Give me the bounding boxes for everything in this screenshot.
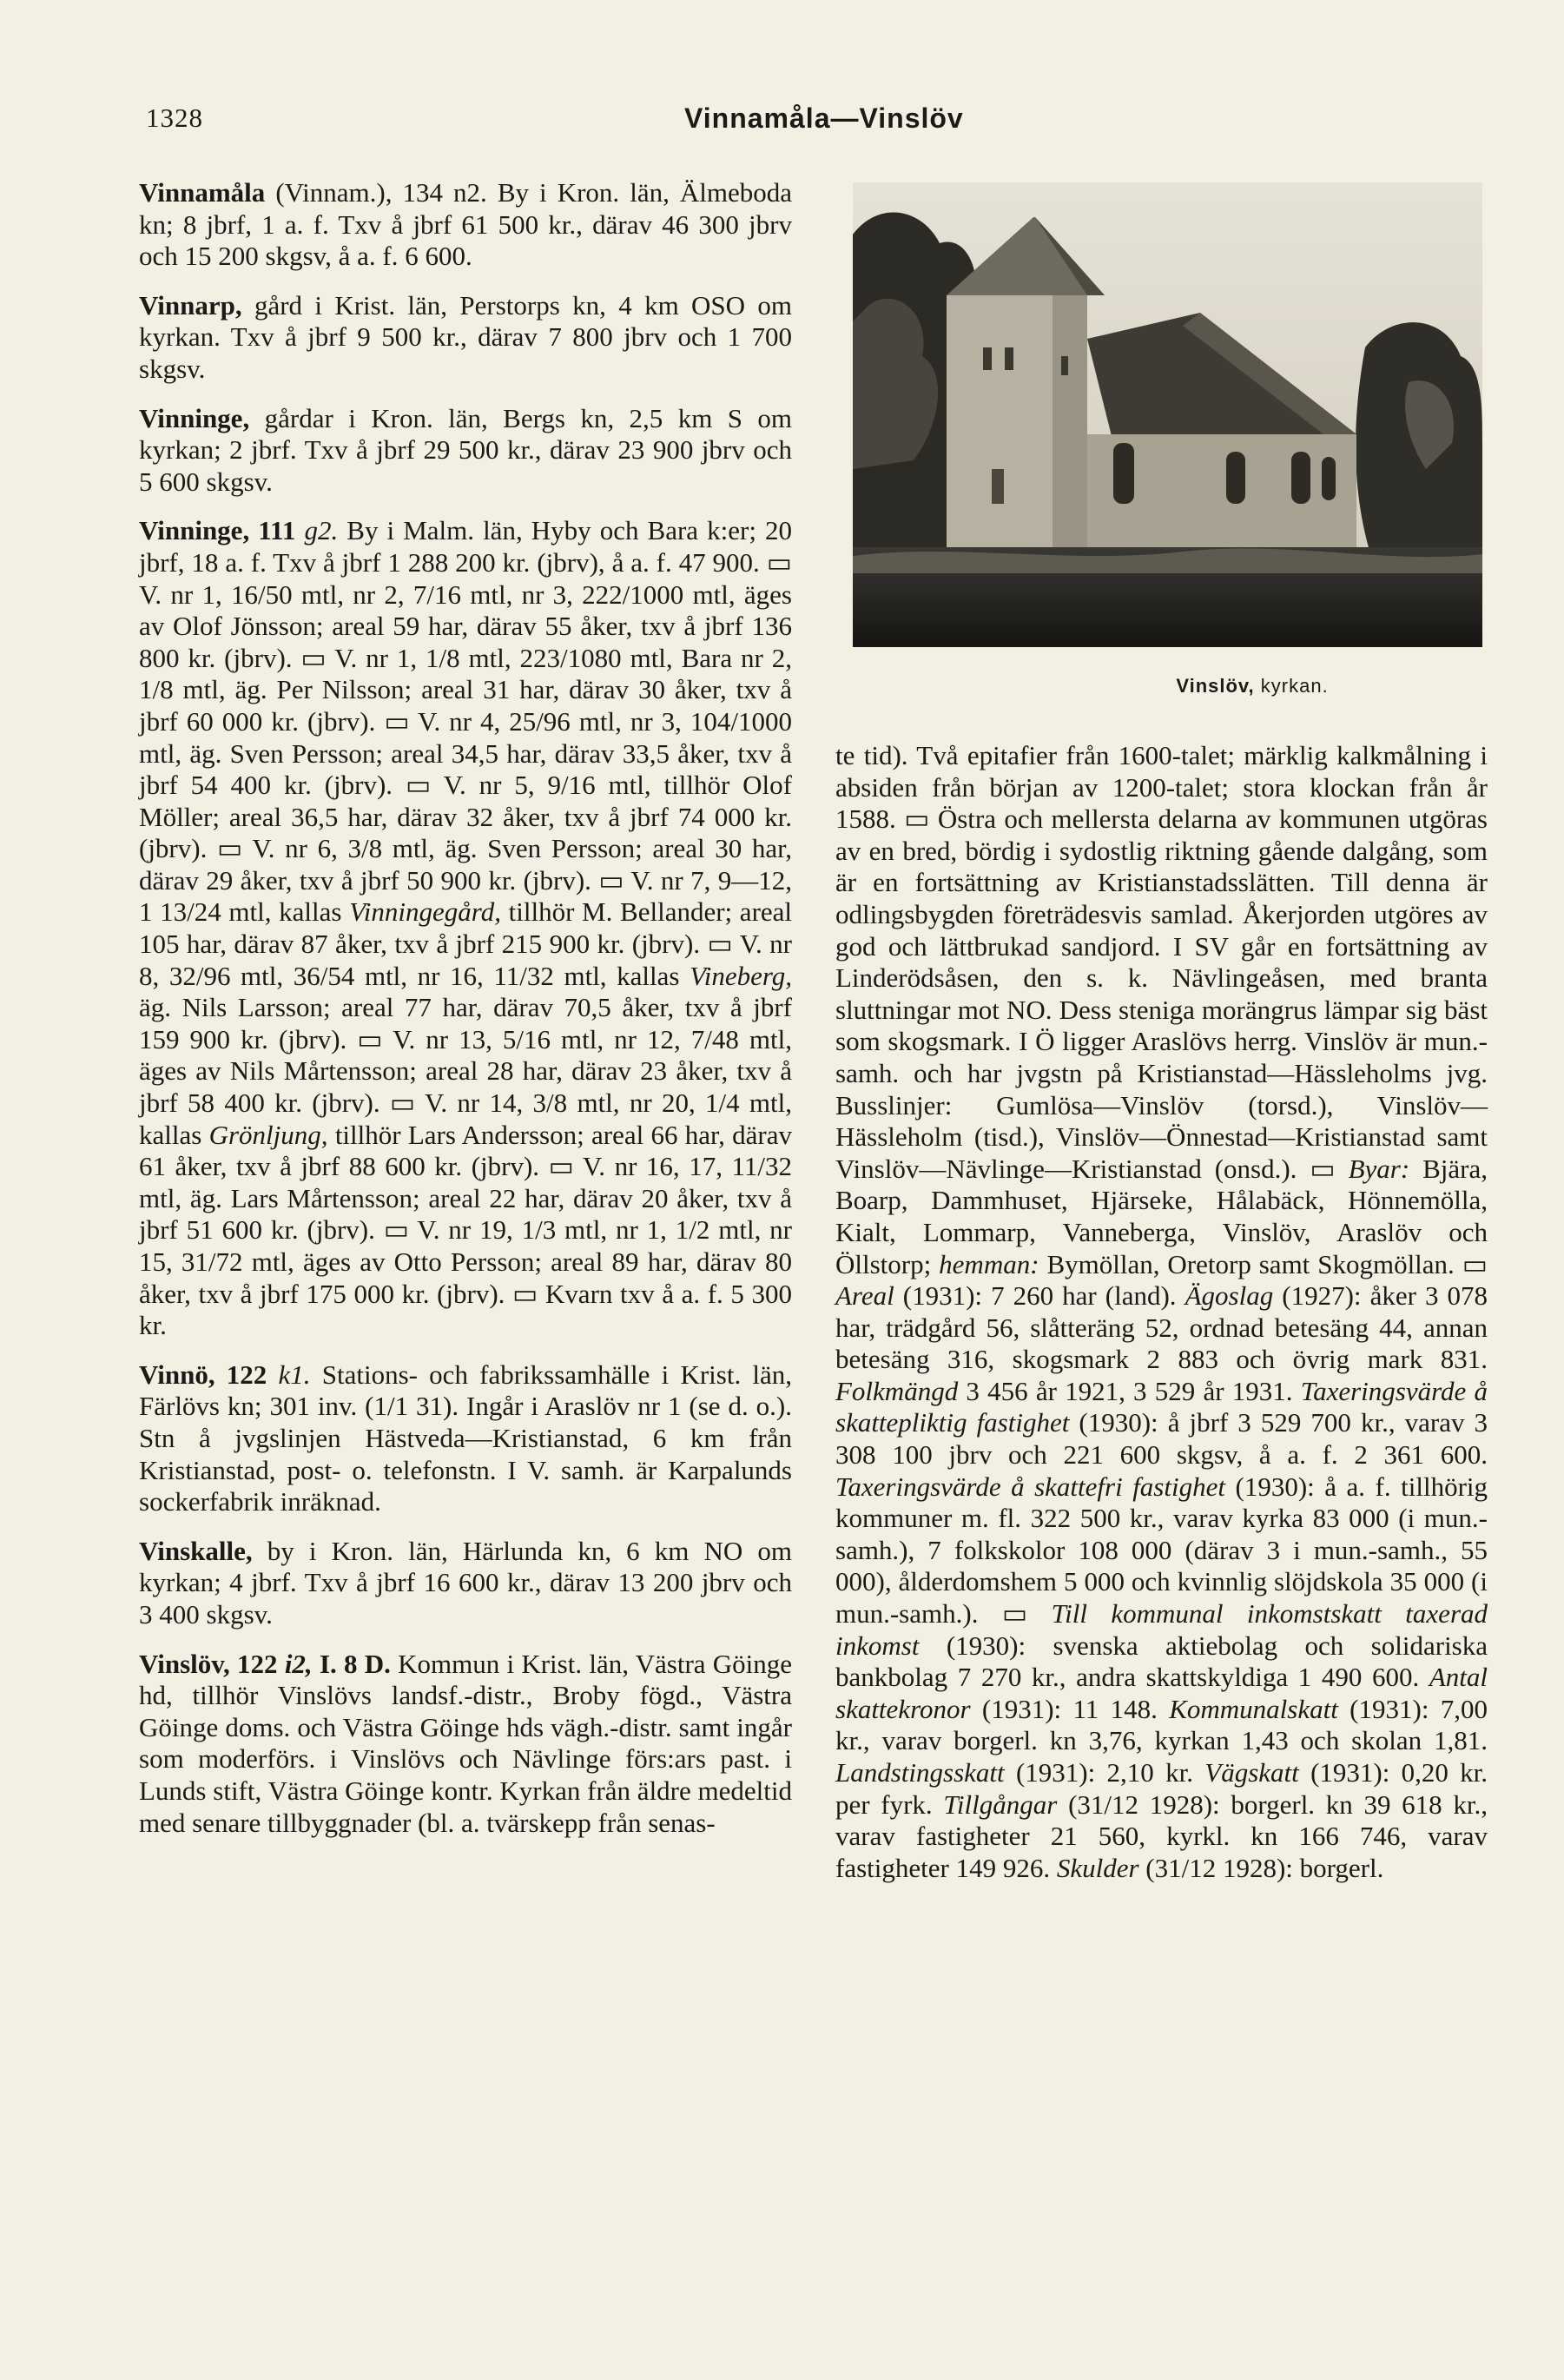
page-number: 1328 — [146, 102, 203, 133]
headword: Vinskalle, — [139, 1535, 253, 1566]
right-column — [835, 740, 1488, 1901]
estate-name: Vineberg, — [690, 960, 793, 991]
running-title: Vinnamåla—Vinslöv — [684, 102, 964, 134]
entry-vinninge-hyby — [139, 515, 792, 1341]
section-label: Tillgångar — [943, 1788, 1058, 1820]
section-label: Ägoslag — [1185, 1280, 1274, 1312]
photo-caption — [1070, 675, 1435, 697]
headword: Vinnarp, — [139, 289, 242, 321]
entry-vinnarp — [139, 290, 792, 386]
map-grid-ref: k1. — [278, 1359, 311, 1390]
section-label: Antal skattekronor — [835, 1662, 1488, 1724]
section-label: Taxeringsvärde å skattefri fastighet — [835, 1471, 1225, 1502]
entry-text: (Vinnam.), 134 n2. By i Kron. län, Älmeboda kn; 8 jbrf, 1 a. f. Txv å jbrf 61 500 kr., därav 46 300 jbrv och 15 200 skgsv, å a. f. 6 600. — [139, 177, 792, 272]
left-column — [139, 177, 792, 1856]
section-label: hemman: — [939, 1248, 1039, 1279]
entry-text: tillhör M. Bellander; areal 105 har, därav 87 åker, txv å jbrf 215 900 kr. (jbrv). ▭ V. nr 8, 32/96 mtl, 36/54 mtl, nr 16, 11/32 mtl, kallas — [139, 896, 793, 991]
entry-text: (1927): åker 3 078 har, trädgård 56, slåtteräng 52, ordnad betesäng 44, annan betesäng 316, skogsmark 2 883 och övrig mark 831. — [835, 1280, 1488, 1375]
entry-text: (1931): 7 260 har (land). — [902, 1280, 1177, 1312]
section-label: Areal — [835, 1280, 894, 1312]
section-label: Folkmängd — [835, 1375, 959, 1406]
section-label: Skulder — [1056, 1852, 1139, 1883]
map-grid-ref: i2, — [284, 1648, 313, 1679]
entry-text: tillhör Lars Andersson; areal 66 har, därav 61 åker, txv å jbrf 88 600 kr. (jbrv). ▭ V. nr 16, 17, 11/32 mtl, äg. Lars Mårtensson; areal 22 har, därav 20 åker, txv å jbrf 51 600 kr. (jbrv). ▭ V. nr 19, 1/3 mtl, nr 1, 1/2 mtl, nr 15, 31/72 mtl, äges av Otto Persson; areal 89 har, därav 80 åker, txv å jbrf 175 000 kr. (jbrv). ▭ Kvarn txv å a. f. 5 300 kr. — [139, 1119, 792, 1341]
entry-text: (31/12 1928): borgerl. kn 39 618 kr., varav fastigheter 21 560, kyrkl. kn 166 746, varav fastigheter 149 926. — [835, 1788, 1488, 1883]
entry-text: äg. Nils Larsson; areal 77 har, därav 70,5 åker, txv å jbrf 159 900 kr. (jbrv). ▭ V. nr 13, 5/16 mtl, nr 12, 7/48 mtl, äges av Nils Mårtensson; areal 28 har, därav 23 åker, txv å jbrf 58 400 kr. (jbrv). ▭ V. nr 14, 3/8 mtl, nr 20, 1/4 mtl, kallas — [139, 992, 792, 1150]
entry-text: gårdar i Kron. län, Bergs kn, 2,5 km S om kyrkan; 2 jbrf. Txv å jbrf 29 500 kr., därav 23 900 jbrv och 5 600 skgsv. — [139, 402, 792, 497]
entry-text: (1931): 11 148. — [981, 1693, 1158, 1724]
church-photo-figure — [853, 182, 1482, 697]
church-photo — [853, 182, 1482, 647]
entry-text: (1930): å a. f. tillhörig kommuner m. fl. 322 500 kr., varav kyrka 83 000 (i mun.-samh.), 7 folkskolor 108 000 (därav 3 i mun.-samh., 55 000), ålderdomshem 5 000 och kvinnlig slöjdskola 35 000 (i mun.-samh.). ▭ — [835, 1471, 1488, 1630]
entry-text: (1930): å jbrf 3 529 700 kr., varav 3 308 100 jbrv och 221 600 skgsv, å a. f. 2 361 600. — [835, 1407, 1488, 1471]
page-header — [146, 102, 1362, 142]
section-label: Landstingsskatt — [835, 1757, 1005, 1788]
headword: Vinnamåla — [139, 177, 266, 208]
section-label: Kommunalskatt — [1169, 1693, 1338, 1724]
entry-vinno — [139, 1359, 792, 1518]
caption-place: Vinslöv, — [1176, 675, 1255, 697]
entry-vinninge-berg — [139, 403, 792, 499]
entry-text: Bymöllan, Oretorp samt Skogmöllan. ▭ — [1046, 1248, 1488, 1279]
section-label: Byar: — [1348, 1153, 1410, 1184]
entry-text: (31/12 1928): borgerl. — [1145, 1852, 1384, 1883]
section-label: Till kommunal inkomstskatt taxerad inkomst — [835, 1598, 1488, 1661]
headword: Vinslöv, 122 — [139, 1648, 278, 1679]
entry-text: Stations- och fabrikssamhälle i Krist. län, Färlövs kn; 301 inv. (1/1 31). Ingår i Araslöv nr 1 (se d. o.). Stn å jvgslinjen Hästveda—Kristianstad, 6 km från Kristianstad, post- o. telefonstn. I V. samh. är Karpalunds sockerfabrik inräknad. — [139, 1359, 793, 1517]
headword: Vinninge, — [139, 402, 250, 433]
estate-name: Grönljung, — [208, 1119, 328, 1150]
entry-text: (1930): svenska aktiebolag och solidariska bankbolag 7 270 kr., andra skattskyldiga 1 490 600. — [835, 1630, 1488, 1693]
entry-vinskalle — [139, 1536, 792, 1631]
entry-vinnamala — [139, 177, 792, 273]
caption-text: kyrkan. — [1260, 675, 1329, 697]
headword-sheet: I. 8 D. — [319, 1648, 391, 1679]
estate-name: Vinningegård, — [349, 896, 501, 928]
headword: Vinnö, 122 — [139, 1359, 267, 1390]
entry-vinslov — [139, 1649, 792, 1840]
entry-text: (1931): 2,10 kr. — [1015, 1757, 1193, 1788]
entry-text: By i Malm. län, Hyby och Bara k:er; 20 jbrf, 18 a. f. Txv å jbrf 1 288 200 kr. (jbrv), å a. f. 47 900. ▭ V. nr 1, 16/50 mtl, nr 2, 7/16 mtl, nr 3, 222/1000 mtl, äges av Olof Jönsson; areal 59 har, därav 55 åker, txv å jbrf 136 800 kr. (jbrv). ▭ V. nr 1, 1/8 mtl, 223/1080 mtl, Bara nr 2, 1/8 mtl, äg. Per Nilsson; areal 31 har, därav 30 åker, txv å jbrf 60 000 kr. (jbrv). ▭ V. nr 4, 25/96 mtl, nr 3, 104/1000 mtl, äg. Sven Persson; areal 34,5 har, därav 33,5 åker, txv å jbrf 54 400 kr. (jbrv). ▭ V. nr 5, 9/16 mtl, tillhör Olof Möller; areal 36,5 har, därav 32 åker, txv å jbrf 74 000 kr. (jbrv). ▭ V. nr 6, 3/8 mtl, äg. Sven Persson; areal 30 har, därav 29 åker, txv å jbrf 50 900 kr. (jbrv). ▭ V. nr 7, 9—12, 1 13/24 mtl, kallas — [139, 515, 793, 928]
entry-text: Bjära, Boarp, Dammhuset, Hjärseke, Hålabäck, Hönnemölla, Kialt, Lommarp, Vanneberga, Vinslöv, Araslöv och Öllstorp; — [835, 1153, 1488, 1279]
entry-text: gård i Krist. län, Perstorps kn, 4 km OSO om kyrkan. Txv å jbrf 9 500 kr., därav 7 800 jbrv och 1 700 skgsv. — [139, 289, 793, 384]
map-grid-ref: g2. — [304, 515, 339, 546]
headword: Vinninge, 111 — [139, 515, 296, 546]
section-label: Taxeringsvärde å skattepliktig fastighet — [835, 1375, 1488, 1438]
entry-text: te tid). Två epitafier från 1600-talet; märklig kalkmålning i absiden från början av 1200-talet; stora klockan från år 1588. ▭ Östra och mellersta delarna av kommunen utgöras av en bred, bördig i sydostlig riktning gående dalgång, som är en fortsättning av Kristianstadsslätten. Till denna är odlingsbygden företrädesvis samlad. Åkerjorden utgöres av god och lättbrukad sandjord. I SV går en fortsättning av Linderödsåsen, den s. k. Nävlingeåsen, med branta sluttningar mot NO. Dess steniga morängrus lämpar sig bäst som skogsmark. I Ö ligger Araslövs herrg. Vinslöv är mun.-samh. och har jvgstn på Kristianstad—Hässleholms jvg. Busslinjer: Gumlösa—Vinslöv (torsd.), Vinslöv—Hässleholm (tisd.), Vinslöv—Önnestad—Kristianstad samt Vinslöv—Nävlinge—Kristianstad (onsd.). ▭ — [835, 740, 1488, 1184]
entry-text: (1931): 0,20 kr. per fyrk. — [835, 1757, 1488, 1820]
entry-text: 3 456 år 1921, 3 529 år 1931. — [966, 1375, 1293, 1406]
entry-text: (1931): 7,00 kr., varav borgerl. kn 3,76, kyrkan 1,43 och skolan 1,81. — [835, 1693, 1488, 1756]
entry-text: Kommun i Krist. län, Västra Göinge hd, tillhör Vinslövs landsf.-distr., Broby fögd., Västra Göinge doms. och Västra Göinge hds vägh.-distr. samt ingår som moderförs. i Vinslövs och Nävlinge förs:ars past. i Lunds stift, Västra Göinge kontr. Kyrkan från äldre medeltid med senare tillbyggnader (bl. a. tvärskepp från senas- — [139, 1648, 793, 1838]
entry-text: by i Kron. län, Härlunda kn, 6 km NO om kyrkan; 4 jbrf. Txv å jbrf 16 600 kr., därav 13 200 jbrv och 3 400 skgsv. — [139, 1535, 792, 1630]
section-label: Vägskatt — [1204, 1757, 1299, 1788]
entry-vinslov-continued — [835, 740, 1488, 1884]
